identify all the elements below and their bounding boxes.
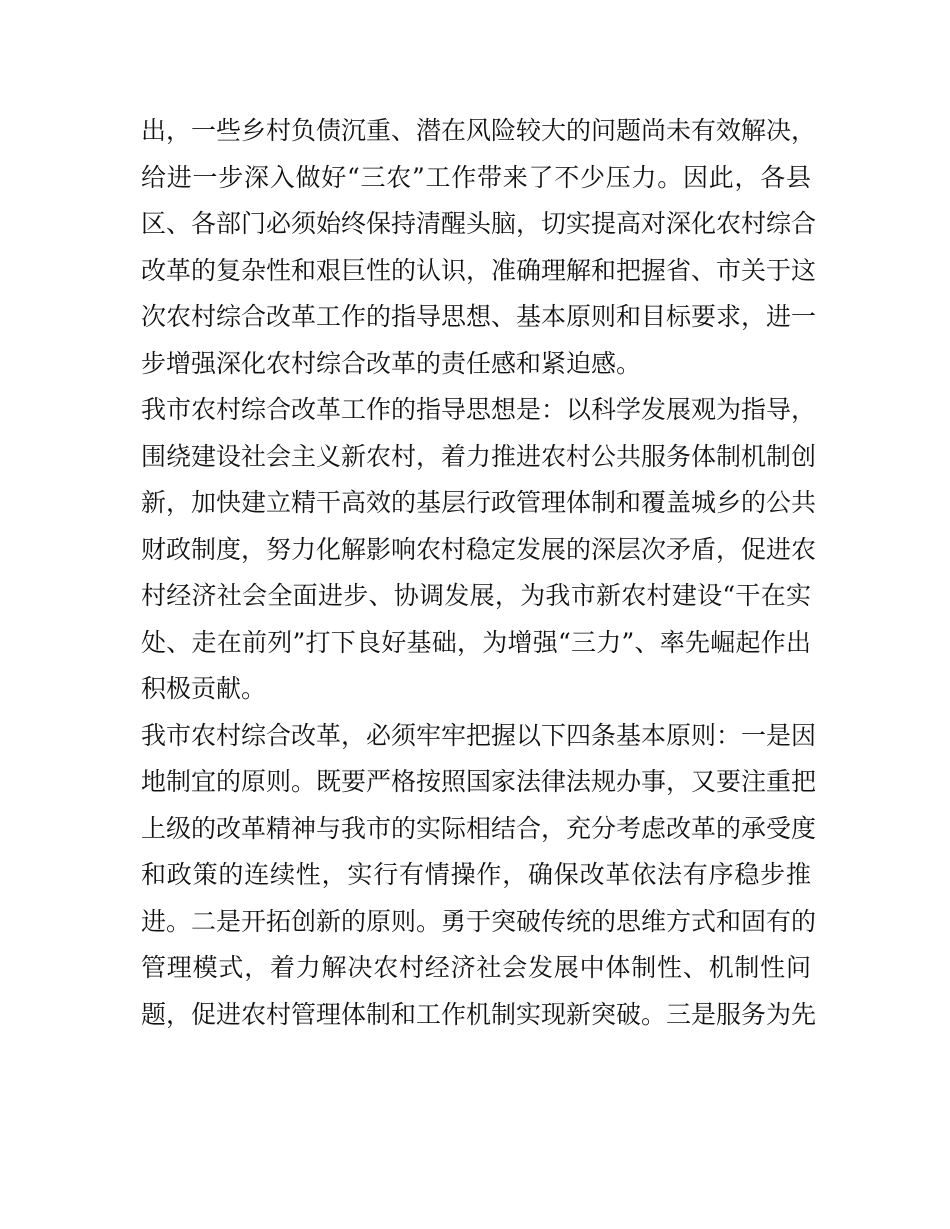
text-line: 财政制度，努力化解影响农村稳定发展的深层次矛盾，促进农 [141,534,817,564]
text-line: 改革的复杂性和艰巨性的认识，准确理解和把握省、市关于这 [141,255,817,285]
text-line: 出，一些乡村负债沉重、潜在风险较大的问题尚未有效解决， [141,116,817,145]
text-line: 新，加快建立精干高效的基层行政管理体制和覆盖城乡的公共 [141,488,817,517]
text-line: 给进一步深入做好“三农”工作带来了不少压力。因此，各县 [141,162,811,192]
text-line: 题，促进农村管理体制和工作机制实现新突破。三是服务为先 [141,999,817,1029]
text-line: 地制宜的原则。既要严格按照国家法律法规办事，又要注重把 [141,767,817,796]
text-line: 区、各部门必须始终保持清醒头脑，切实提高对深化农村综合 [141,209,817,238]
text-line: 上级的改革精神与我市的实际相结合，充分考虑改革的承受度 [141,813,817,843]
text-line: 我市农村综合改革，必须牢牢把握以下四条基本原则：一是因 [141,720,817,750]
paragraph-1 [141,108,817,387]
text-line: 次农村综合改革工作的指导思想、基本原则和目标要求，进一 [141,302,817,331]
text-line: 村经济社会全面进步、协调发展，为我市新农村建设“干在实 [141,581,811,610]
text-line: 我市农村综合改革工作的指导思想是：以科学发展观为指导， [141,395,817,424]
document-body [141,108,817,1038]
text-line: 积极贡献。 [141,674,267,703]
paragraph-3 [141,713,817,1039]
text-line: 管理模式，着力解决农村经济社会发展中体制性、机制性问 [141,953,811,982]
text-line: 进。二是开拓创新的原则。勇于突破传统的思维方式和固有的 [141,906,817,936]
text-line: 步增强深化农村综合改革的责任感和紧迫感。 [141,348,642,378]
text-line: 围绕建设社会主义新农村，着力推进农村公共服务体制机制创 [141,441,817,471]
text-line: 和政策的连续性，实行有情操作，确保改革依法有序稳步推 [141,860,811,889]
text-line: 处、走在前列”打下良好基础，为增强“三力”、率先崛起作出 [141,627,811,657]
paragraph-2 [141,387,817,713]
